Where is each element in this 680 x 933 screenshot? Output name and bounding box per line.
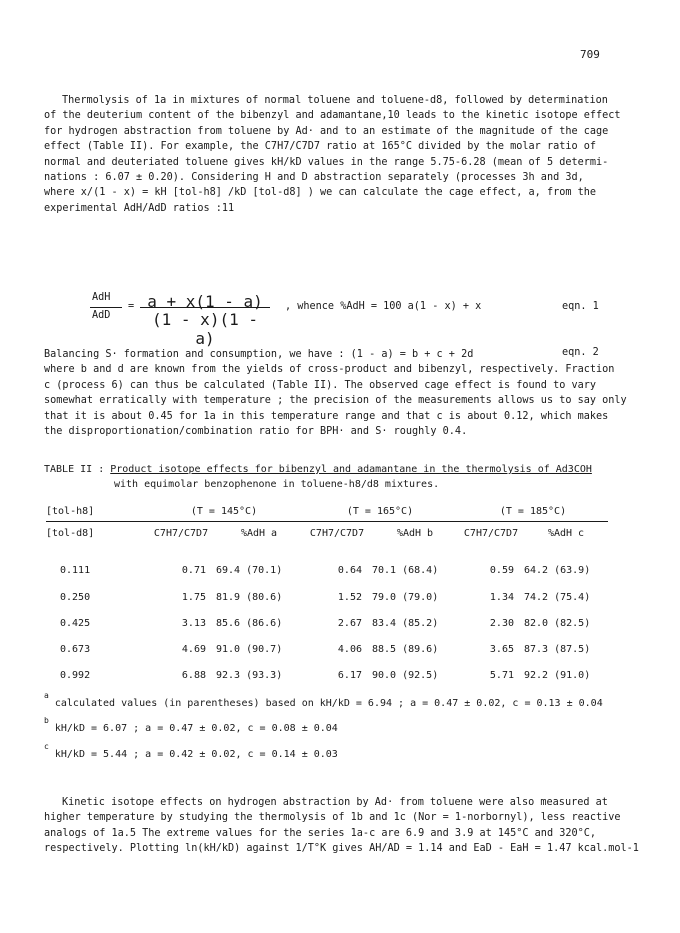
subheader-ratio: C7H7/C7D7 — [153, 527, 209, 539]
subheader-ratio: C7H7/C7D7 — [463, 527, 519, 539]
table-caption: TABLE II : Product isotope effects for bibenzyl and adamantane in the thermolysis of Ad3COH with equimolar benzophenone in toluene-h8/d8 mixtures. — [44, 462, 644, 492]
text-line: for hydrogen abstraction from toluene by Ad· and to an estimate of the magnitude of the cage — [44, 125, 609, 137]
paragraph-thermolysis — [44, 93, 644, 216]
col-header-tol-d8: [tol-d8] — [46, 527, 95, 539]
cell-ratio-tol: 0.250 — [60, 591, 91, 603]
table-row — [46, 584, 608, 610]
cell-c7-ratio: 1.34 — [489, 591, 514, 603]
footnote-mark: c — [44, 741, 49, 751]
text-line: nations : 6.07 ± 0.20). Considering H and D abstraction separately (processes 3h and 3d, — [44, 172, 584, 184]
cell-c7-ratio: 0.64 — [337, 565, 362, 576]
text-line: experimental AdH/AdD ratios :11 — [44, 202, 235, 214]
page-number: 709 — [580, 48, 600, 61]
text-line: of the deuterium content of the bibenzyl and adamantane,10 leads to the kinetic isotope effect — [44, 110, 621, 122]
cell-c7-ratio: 6.17 — [337, 669, 362, 681]
footnote-mark: b — [44, 715, 49, 725]
cell-ratio-tol: 0.992 — [60, 669, 91, 681]
eqn1-label: eqn. 1 — [562, 301, 599, 312]
text-line: Kinetic isotope effects on hydrogen abstraction by Ad· from toluene were also measured at — [62, 797, 608, 808]
cell-adh: 81.9 (80.6) — [216, 591, 283, 603]
cell-c7-ratio: 2.67 — [337, 617, 362, 629]
text-line: c (process 6) can thus be calculated (Table II). The observed cage effect is found to vary — [44, 379, 597, 391]
subheader-adh: %AdH a — [240, 527, 278, 539]
cell-c7-ratio: 1.52 — [337, 591, 362, 603]
cell-c7-ratio: 2.30 — [489, 617, 514, 629]
text-line: respectively. Plotting ln(kH/kD) against 1/T°K gives AH/AD = 1.14 and EaD - EaH = 1.47 kcal.mol-1 — [44, 843, 639, 855]
table-row — [46, 636, 608, 662]
cell-c7-ratio: 1.75 — [181, 591, 206, 603]
cell-ratio-tol: 0.111 — [60, 565, 91, 576]
cell-adh: 87.3 (87.5) — [524, 643, 591, 655]
cell-adh: 82.0 (82.5) — [524, 617, 591, 629]
text-line: analogs of 1a.5 The extreme values for the series 1a-c are 6.9 and 3.9 at 145°C and 320°C, — [44, 827, 597, 839]
cell-c7-ratio: 3.65 — [489, 643, 514, 655]
text-line: where b and d are known from the yields of cross-product and bibenzyl, respectively. Fraction — [44, 364, 615, 376]
col-header-temp-145: (T = 145°C) — [190, 506, 258, 518]
eqn1-lhs-fraction-bar — [90, 307, 122, 308]
cell-adh: 69.4 (70.1) — [216, 565, 283, 576]
cell-c7-ratio: 5.71 — [489, 669, 514, 681]
cell-c7-ratio: 3.13 — [181, 617, 206, 629]
cell-adh: 88.5 (89.6) — [372, 643, 439, 655]
eqn1-lhs-numerator: AdH — [92, 292, 111, 303]
eqn1-rhs-fraction-bar — [140, 307, 270, 308]
cell-adh: 64.2 (63.9) — [524, 565, 591, 576]
footnote-a — [44, 690, 644, 709]
footnote-c — [44, 741, 644, 760]
text-line: effect (Table II). For example, the C7H7/C7D7 ratio at 165°C divided by the molar ratio of — [44, 141, 597, 153]
text-line: normal and deuteriated toluene gives kH/kD values in the range 5.75-6.28 (mean of 5 determi- — [44, 156, 609, 168]
text-line: that it is about 0.45 for 1a in this temperature range and that c is about 0.12, which makes — [44, 410, 609, 422]
cell-adh: 74.2 (75.4) — [524, 591, 591, 603]
cell-ratio-tol: 0.673 — [60, 643, 91, 655]
eqn1-rhs-numerator: a + x(1 - a) — [147, 292, 263, 311]
col-header-temp-165: (T = 165°C) — [346, 506, 414, 518]
cell-c7-ratio: 4.06 — [337, 643, 362, 655]
subheader-adh: %AdH c — [547, 527, 585, 539]
eqn1-where-clause: , whence %AdH = 100 a(1 - x) + x — [285, 301, 482, 312]
footnote-mark: a — [44, 690, 49, 700]
paragraph-kinetic-isotope — [44, 795, 644, 857]
table-row — [46, 662, 608, 688]
subheader-adh: %AdH b — [396, 527, 434, 539]
text-line: the disproportionation/combination ratio for BPH· and S· roughly 0.4. — [44, 426, 468, 438]
cell-ratio-tol: 0.425 — [60, 617, 91, 629]
text-line: Balancing S· formation and consumption, we have : (1 - a) = b + c + 2d — [44, 349, 474, 360]
eqn1-equals: = — [128, 301, 135, 312]
eqn1-rhs-denominator: (1 - x)(1 - a) — [152, 310, 258, 348]
cell-adh: 85.6 (86.6) — [216, 617, 283, 629]
eqn2-label: eqn. 2 — [562, 347, 599, 358]
table-caption-line2: with equimolar benzophenone in toluene-h8/d8 mixtures. — [114, 479, 440, 490]
cell-c7-ratio: 4.69 — [181, 643, 206, 655]
table-row — [46, 610, 608, 636]
footnote-b — [44, 715, 644, 734]
paragraph-balancing — [44, 347, 644, 439]
cell-adh: 70.1 (68.4) — [372, 565, 439, 576]
cell-adh: 83.4 (85.2) — [372, 617, 439, 629]
table-label: TABLE II — [44, 464, 93, 475]
subheader-ratio: C7H7/C7D7 — [309, 527, 365, 539]
table-caption-text: Product isotope effects for bibenzyl and adamantane in the thermolysis of Ad3COH — [110, 464, 592, 475]
cell-adh: 90.0 (92.5) — [372, 669, 439, 681]
text-line: higher temperature by studying the thermolysis of 1b and 1c (Nor = 1-norbornyl), less reactive — [44, 812, 621, 824]
cell-c7-ratio: 0.59 — [489, 565, 514, 576]
col-header-temp-185: (T = 185°C) — [499, 506, 567, 518]
cell-c7-ratio: 6.88 — [181, 669, 206, 681]
text-line: Thermolysis of 1a in mixtures of normal toluene and toluene-d8, followed by determination — [62, 95, 608, 106]
cell-adh: 92.2 (91.0) — [524, 669, 591, 681]
eqn1-lhs-denominator: AdD — [92, 310, 111, 321]
cell-adh: 92.3 (93.3) — [216, 669, 283, 681]
text-line: somewhat erratically with temperature ; the precision of the measurements allows us to say only — [44, 395, 627, 407]
footnote-text: calculated values (in parentheses) based on kH/kD = 6.94 ; a = 0.47 ± 0.02, c = 0.13 ± 0.04 — [54, 698, 603, 709]
text-line: where x/(1 - x) = kH [tol-h8] /kD [tol-d8] ) we can calculate the cage effect, a, from the — [44, 187, 597, 199]
cell-adh: 91.0 (90.7) — [216, 643, 283, 655]
table-isotope-effects — [46, 503, 608, 688]
footnote-text: kH/kD = 6.07 ; a = 0.47 ± 0.02, c = 0.08 ± 0.04 — [54, 723, 338, 734]
cell-c7-ratio: 0.71 — [181, 565, 206, 576]
table-row — [46, 557, 608, 584]
col-header-tol-h8: [tol-h8] — [46, 506, 95, 518]
footnote-text: kH/kD = 5.44 ; a = 0.42 ± 0.02, c = 0.14 ± 0.03 — [54, 749, 338, 760]
cell-adh: 79.0 (79.0) — [372, 591, 439, 603]
